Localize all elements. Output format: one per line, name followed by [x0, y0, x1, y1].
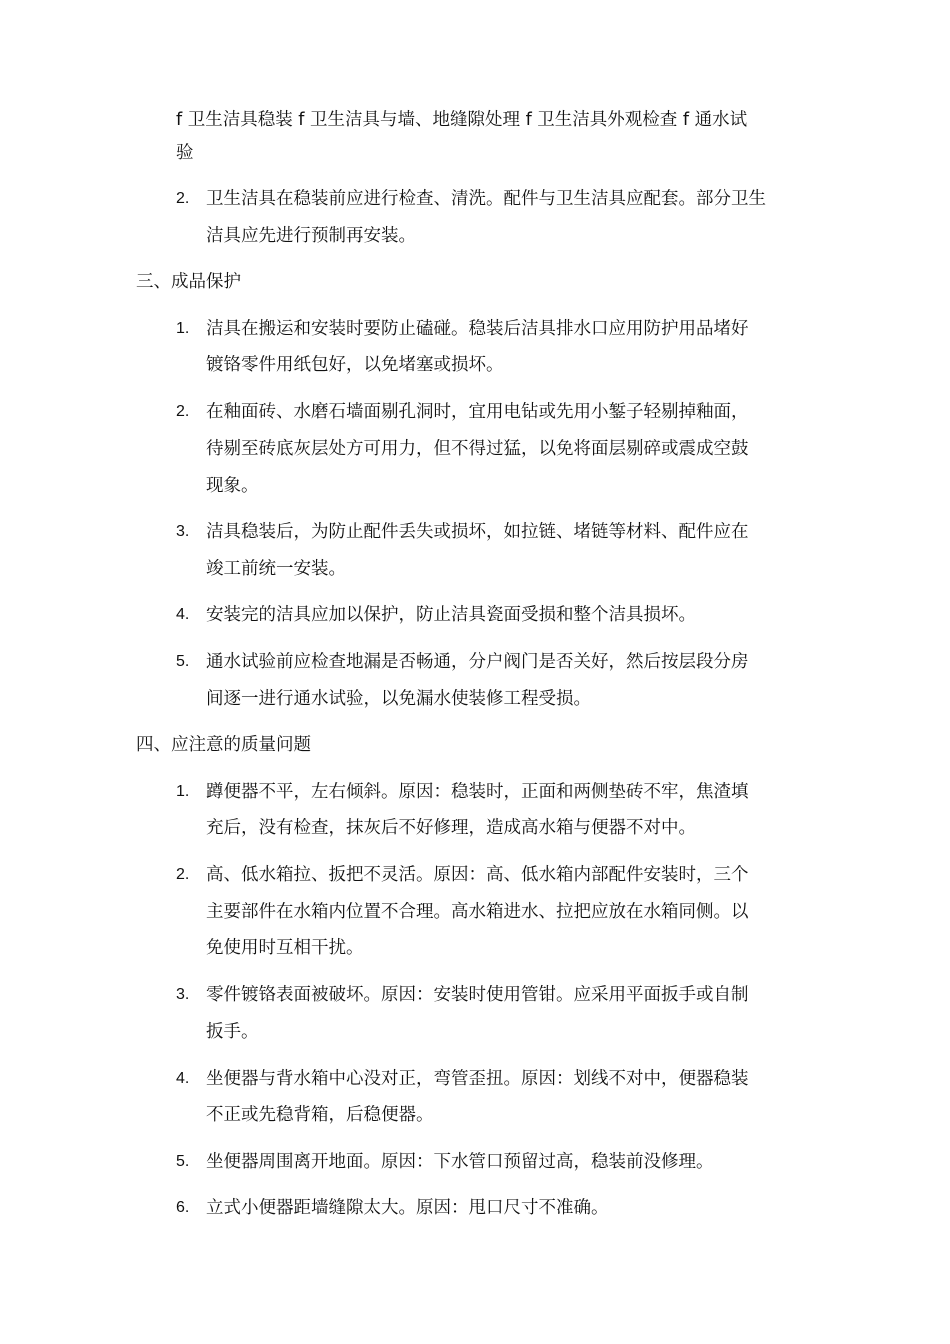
section-3-item-1-line-1: 洁具在搬运和安装时要防止磕碰。稳装后洁具排水口应用防护用品堵好: [206, 319, 749, 339]
section-4-item-3-line-2: 扳手。: [206, 1022, 259, 1042]
section-4-title: 四、应注意的质量问题: [136, 735, 311, 755]
section-3-item-3-number: 3.: [176, 523, 190, 540]
section-3-item-5-number: 5.: [176, 653, 190, 670]
section-4-item-2-number: 2.: [176, 866, 190, 883]
section-3-item-2-line-1: 在釉面砖、水磨石墙面剔孔洞时，宜用电钻或先用小錾子轻剔掉釉面，: [206, 402, 749, 422]
section-4-item-6-number: 6.: [176, 1199, 190, 1216]
section-3-item-2-number: 2.: [176, 403, 190, 420]
install-item-2-number: 2.: [176, 190, 190, 207]
section-4-item-2-line-3: 免使用时互相干扰。: [206, 938, 364, 958]
section-3-item-1-number: 1.: [176, 320, 190, 337]
section-4-item-4-line-2: 不正或先稳背箱，后稳便器。: [206, 1105, 434, 1125]
section-4-item-1-line-2: 充后，没有检查，抹灰后不好修理，造成高水箱与便器不对中。: [206, 818, 696, 838]
section-4-item-5-line-1: 坐便器周围离开地面。原因：下水管口预留过高，稳装前没修理。: [206, 1152, 714, 1172]
section-3-item-4-line-1: 安装完的洁具应加以保护，防止洁具瓷面受损和整个洁具损坏。: [206, 605, 696, 625]
section-4-item-3-number: 3.: [176, 986, 190, 1003]
section-3-item-4-number: 4.: [176, 606, 190, 623]
section-4-item-4-line-1: 坐便器与背水箱中心没对正，弯管歪扭。原因：划线不对中，便器稳装: [206, 1069, 749, 1089]
section-4-item-3-line-1: 零件镀铬表面被破坏。原因：安装时使用管钳。应采用平面扳手或自制: [206, 985, 749, 1005]
section-4-item-5-number: 5.: [176, 1153, 190, 1170]
section-3-item-3-line-2: 竣工前统一安装。: [206, 559, 346, 579]
section-4-item-1-number: 1.: [176, 783, 190, 800]
section-3-item-5-line-2: 间逐一进行通水试验，以免漏水使装修工程受损。: [206, 689, 591, 709]
section-3-title: 三、成品保护: [136, 272, 241, 292]
install-item-2-line-2: 洁具应先进行预制再安装。: [206, 226, 416, 246]
install-item-2-line-1: 卫生洁具在稳装前应进行检查、清洗。配件与卫生洁具应配套。部分卫生: [206, 189, 766, 209]
section-4-item-2-line-1: 高、低水箱拉、扳把不灵活。原因：高、低水箱内部配件安装时，三个: [206, 865, 749, 885]
section-3-item-3-line-1: 洁具稳装后，为防止配件丢失或损坏，如拉链、堵链等材料、配件应在: [206, 522, 749, 542]
section-4-item-4-number: 4.: [176, 1070, 190, 1087]
intro-line-2: 验: [176, 143, 194, 163]
section-4-item-6-line-1: 立式小便器距墙缝隙太大。原因：甩口尺寸不准确。: [206, 1198, 609, 1218]
section-3-item-1-line-2: 镀铬零件用纸包好，以免堵塞或损坏。: [206, 355, 504, 375]
section-3-item-5-line-1: 通水试验前应检查地漏是否畅通，分户阀门是否关好，然后按层段分房: [206, 652, 749, 672]
section-4-item-1-line-1: 蹲便器不平，左右倾斜。原因：稳装时，正面和两侧垫砖不牢，焦渣填: [206, 782, 749, 802]
section-3-item-2-line-3: 现象。: [206, 476, 259, 496]
section-4-item-2-line-2: 主要部件在水箱内位置不合理。高水箱进水、拉把应放在水箱同侧。以: [206, 902, 749, 922]
intro-line-1: f 卫生洁具稳装 f 卫生洁具与墙、地缝隙处理 f 卫生洁具外观检查 f 通水试: [176, 110, 748, 130]
section-3-item-2-line-2: 待剔至砖底灰层处方可用力，但不得过猛，以免将面层剔碎或震成空鼓: [206, 439, 749, 459]
